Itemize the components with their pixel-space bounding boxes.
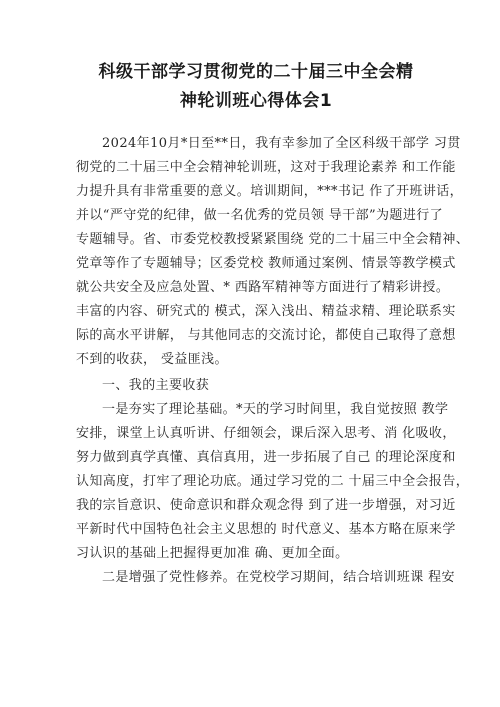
- title-line-2: 神轮训班心得体会1: [179, 91, 333, 111]
- text-line: 安排，课堂上认真听讲、仔细领会，课后深入思考、消 化吸收，: [76, 426, 456, 441]
- text-line: 不到的收获， 受益匪浅。: [76, 352, 228, 367]
- text-line: 平新时代中国特色社会主义思想的 时代意义、基本方略在原来学: [76, 522, 456, 537]
- text-line: 二是增强了党性修养。在党校学习期间，结合培训班课 程安: [102, 570, 455, 585]
- text-line: 认知高度，打牢了理论功底。通过学习党的二 十届三中全会报告，: [76, 474, 470, 489]
- section-heading: 一、我的主要收获: [102, 378, 210, 393]
- text-line: 我的宗旨意识、使命意识和群众观念得 到了进一步增强，对习近: [76, 498, 456, 513]
- text-line: 际的高水平讲解， 与其他同志的交流讨论，都使自己取得了意想: [76, 328, 456, 343]
- text-line: 就公共安全及应急处置、* 西路军精神等方面进行了精彩讲授。: [76, 280, 450, 295]
- text-line: 努力做到真学真懂、真信真用，进一步拓展了自己 的理论深度和: [76, 450, 456, 465]
- title-line-1: 科级干部学习贯彻党的二十届三中全会精: [98, 62, 414, 82]
- text-line: 一是夯实了理论基础。*天的学习时间里，我自觉按照 教学: [102, 402, 449, 417]
- text-line: 并以“严守党的纪律，做一名优秀的党员领 导干部”为题进行了: [76, 208, 444, 223]
- text-line: 力提升具有非常重要的意义。培训期间，***书记 作了开班讲话，: [76, 184, 464, 199]
- document-body: [76, 132, 470, 590]
- text-line: 习认识的基础上把握得更加准 确、更加全面。: [76, 546, 349, 561]
- text-line: 丰富的内容、研究式的 模式，深入浅出、精益求精、理论联系实: [76, 304, 456, 319]
- text-line: 彻党的二十届三中全会精神轮训班，这对于我理论素养 和工作能: [76, 160, 456, 175]
- text-line: 专题辅导。省、市委党校教授紧紧围绕 党的二十届三中全会精神、: [76, 232, 470, 247]
- text-line: 2024年10月*日至**日，我有幸参加了全区科级干部学 习贯: [102, 136, 461, 151]
- text-line: 党章等作了专题辅导；区委党校 教师通过案例、情景等教学模式: [76, 256, 456, 271]
- document-title: [78, 58, 434, 116]
